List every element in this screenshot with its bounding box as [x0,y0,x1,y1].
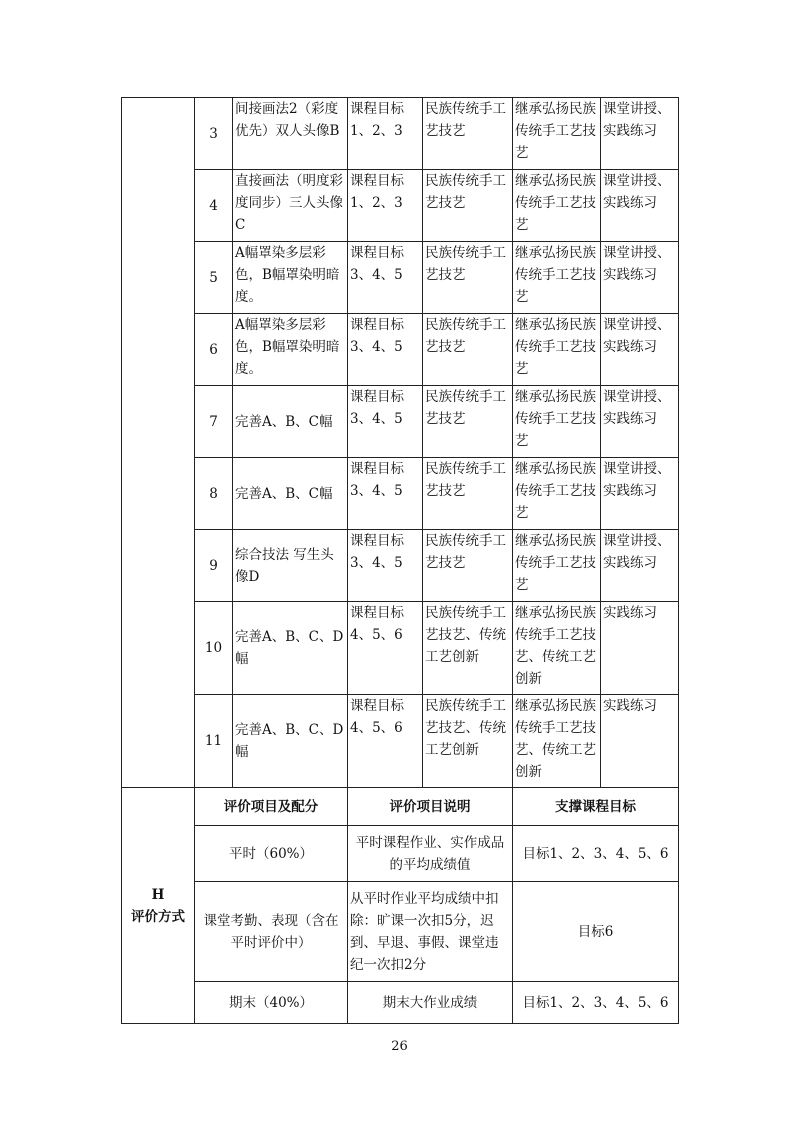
eval-goal: 目标1、2、3、4、5、6 [513,982,679,1024]
craft-element: 民族传统手工艺技艺 [423,314,513,386]
craft-element: 民族传统手工艺技艺 [423,530,513,602]
teaching-content: 完善A、B、C、D幅 [233,602,348,695]
eval-item: 课堂考勤、表现（含在平时评价中） [195,882,348,982]
header-item: 评价项目及配分 [195,788,348,826]
ideology-element: 继承弘扬民族传统手工艺技艺 [513,458,601,530]
eval-item: 期末（40%） [195,982,348,1024]
evaluation-row [122,826,679,882]
teaching-content: A幅罩染多层彩色，B幅罩染明暗度。 [233,314,348,386]
schedule-row [122,98,679,170]
schedule-row [122,242,679,314]
week-number: 11 [195,695,233,788]
evaluation-section-label [122,788,195,1024]
teaching-method: 课堂讲授、实践练习 [601,386,679,458]
week-number: 9 [195,530,233,602]
course-goal: 课程目标4、5、6 [348,602,423,695]
course-goal: 课程目标3、4、5 [348,242,423,314]
schedule-row [122,386,679,458]
teaching-content: 直接画法（明度彩度同步）三人头像C [233,170,348,242]
teaching-content: 完善A、B、C幅 [233,458,348,530]
ideology-element: 继承弘扬民族传统手工艺技艺 [513,530,601,602]
teaching-method: 实践练习 [601,602,679,695]
evaluation-row [122,982,679,1024]
ideology-element: 继承弘扬民族传统手工艺技艺 [513,98,601,170]
schedule-row [122,602,679,695]
evaluation-header-row [122,788,679,826]
course-goal: 课程目标3、4、5 [348,314,423,386]
eval-goal: 目标1、2、3、4、5、6 [513,826,679,882]
schedule-row [122,314,679,386]
course-goal: 课程目标3、4、5 [348,386,423,458]
teaching-method: 课堂讲授、实践练习 [601,314,679,386]
eval-desc: 期末大作业成绩 [348,982,513,1024]
teaching-content: 综合技法 写生头像D [233,530,348,602]
week-number: 4 [195,170,233,242]
teaching-method: 课堂讲授、实践练习 [601,170,679,242]
section-blank-cell [122,98,195,788]
ideology-element: 继承弘扬民族传统手工艺技艺、传统工艺创新 [513,695,601,788]
course-goal: 课程目标3、4、5 [348,458,423,530]
craft-element: 民族传统手工艺技艺 [423,98,513,170]
craft-element: 民族传统手工艺技艺 [423,242,513,314]
page-number: 26 [391,1039,408,1054]
course-goal: 课程目标1、2、3 [348,98,423,170]
week-number: 6 [195,314,233,386]
course-goal: 课程目标3、4、5 [348,530,423,602]
section-title: 评价方式 [131,908,185,925]
week-number: 8 [195,458,233,530]
ideology-element: 继承弘扬民族传统手工艺技艺 [513,170,601,242]
header-desc: 评价项目说明 [348,788,513,826]
week-number: 3 [195,98,233,170]
week-number: 5 [195,242,233,314]
eval-goal: 目标6 [513,882,679,982]
teaching-content: 间接画法2（彩度优先）双人头像B [233,98,348,170]
schedule-row [122,458,679,530]
schedule-row [122,530,679,602]
ideology-element: 继承弘扬民族传统手工艺技艺、传统工艺创新 [513,602,601,695]
craft-element: 民族传统手工艺技艺 [423,170,513,242]
schedule-row [122,695,679,788]
course-table [121,97,679,1024]
schedule-row [122,170,679,242]
teaching-method: 课堂讲授、实践练习 [601,458,679,530]
teaching-method: 课堂讲授、实践练习 [601,98,679,170]
header-goal: 支撑课程目标 [513,788,679,826]
week-number: 10 [195,602,233,695]
eval-desc: 平时课程作业、实作成品的平均成绩值 [348,826,513,882]
teaching-method: 课堂讲授、实践练习 [601,530,679,602]
week-number: 7 [195,386,233,458]
craft-element: 民族传统手工艺技艺 [423,386,513,458]
teaching-content: A幅罩染多层彩色，B幅罩染明暗度。 [233,242,348,314]
course-goal: 课程目标4、5、6 [348,695,423,788]
craft-element: 民族传统手工艺技艺 [423,458,513,530]
teaching-content: 完善A、B、C幅 [233,386,348,458]
evaluation-row [122,882,679,982]
teaching-method: 实践练习 [601,695,679,788]
craft-element: 民族传统手工艺技艺、传统工艺创新 [423,602,513,695]
ideology-element: 继承弘扬民族传统手工艺技艺 [513,242,601,314]
teaching-content: 完善A、B、C、D幅 [233,695,348,788]
teaching-method: 课堂讲授、实践练习 [601,242,679,314]
eval-item: 平时（60%） [195,826,348,882]
craft-element: 民族传统手工艺技艺、传统工艺创新 [423,695,513,788]
section-letter: H [151,886,165,903]
eval-desc: 从平时作业平均成绩中扣除：旷课一次扣5分，迟到、早退、事假、课堂违纪一次扣2分 [348,882,513,982]
ideology-element: 继承弘扬民族传统手工艺技艺 [513,386,601,458]
course-goal: 课程目标1、2、3 [348,170,423,242]
ideology-element: 继承弘扬民族传统手工艺技艺 [513,314,601,386]
